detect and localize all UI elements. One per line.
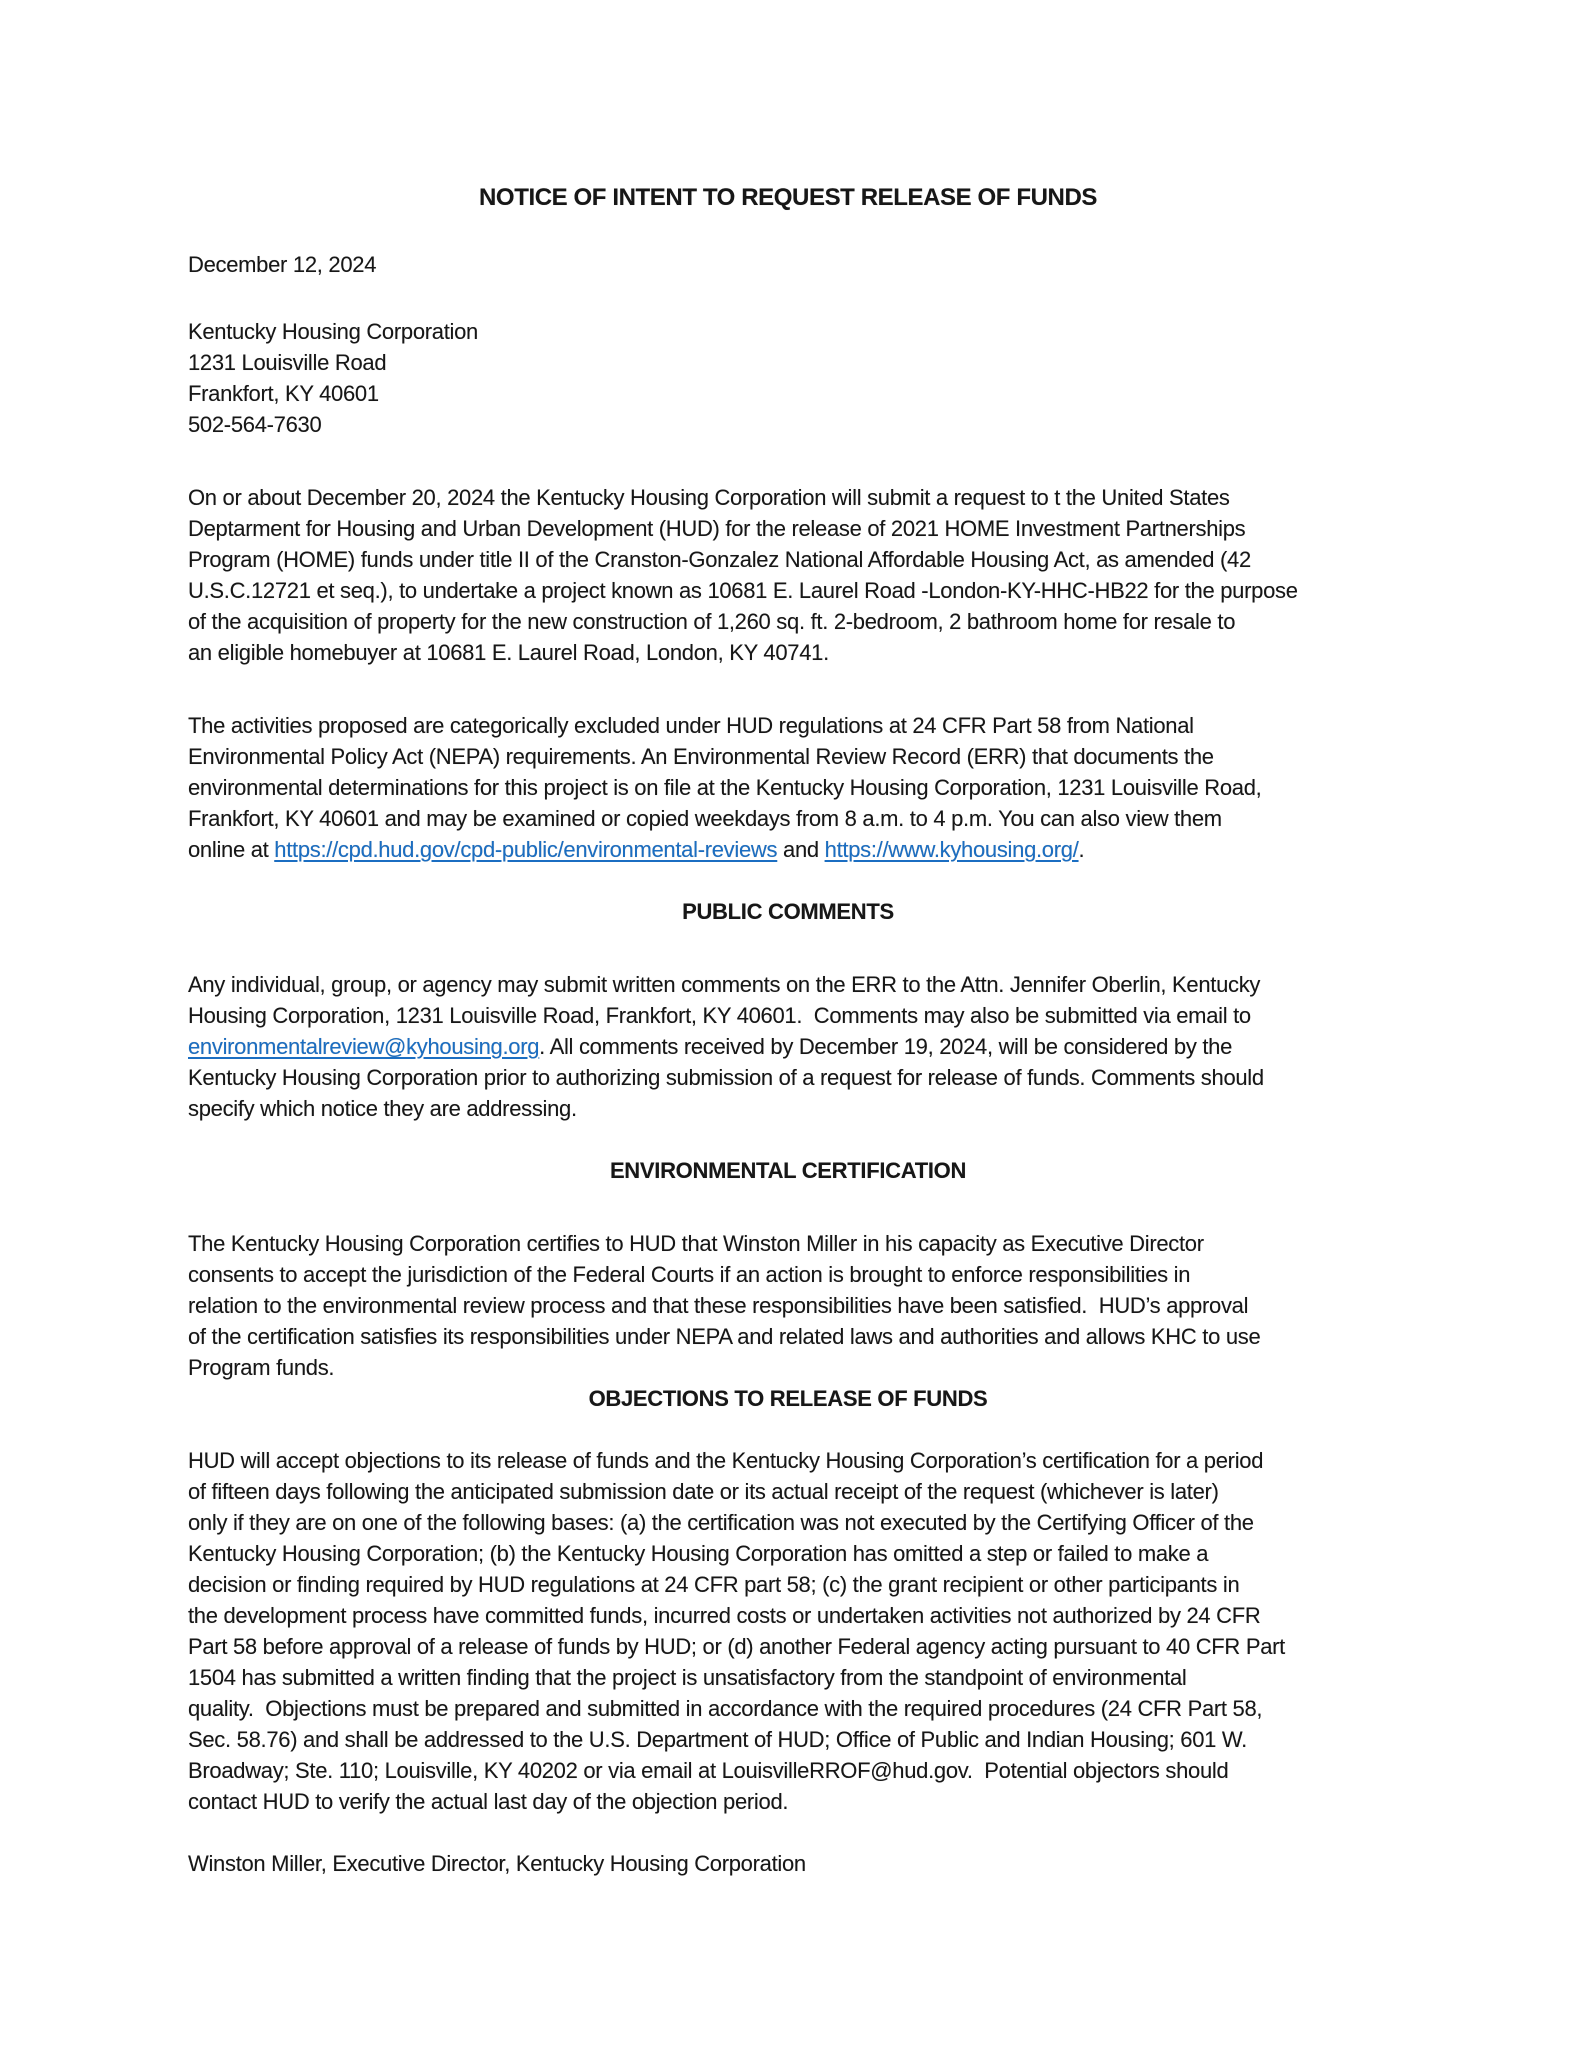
- text-line: of the certification satisfies its responsibilities under NEPA and related laws and authorities and allows KHC to use: [188, 1324, 1261, 1349]
- text-segment: and: [777, 837, 825, 862]
- activities-paragraph: [188, 710, 1388, 865]
- text-line: environmental determinations for this project is on file at the Kentucky Housing Corporation, 1231 Louisville Road,: [188, 775, 1262, 800]
- kyhousing-website-link[interactable]: https://www.kyhousing.org/: [824, 837, 1079, 862]
- text-line: Deptarment for Housing and Urban Development (HUD) for the release of 2021 HOME Investment Partnerships: [188, 516, 1246, 541]
- text-line: Kentucky Housing Corporation; (b) the Kentucky Housing Corporation has omitted a step or failed to make a: [188, 1541, 1209, 1566]
- section-heading-environmental-certification: ENVIRONMENTAL CERTIFICATION: [609, 1158, 967, 1183]
- text-line: The activities proposed are categorically excluded under HUD regulations at 24 CFR Part 58 from National: [188, 713, 1194, 738]
- text-line: Program (HOME) funds under title II of the Cranston-Gonzalez National Affordable Housing Act, as amended (42: [188, 547, 1251, 572]
- text-line: contact HUD to verify the actual last day of the objection period.: [188, 1789, 789, 1814]
- environmental-review-email-link[interactable]: environmentalreview@kyhousing.org: [188, 1034, 540, 1059]
- text-segment: online at: [188, 837, 275, 862]
- sender-phone: 502-564-7630: [188, 412, 322, 437]
- text-line: specify which notice they are addressing.: [188, 1096, 577, 1121]
- text-line: Broadway; Ste. 110; Louisville, KY 40202 or via email at LouisvilleRROF@hud.gov. Potential objectors should: [188, 1758, 1229, 1783]
- text-line: Program funds.: [188, 1355, 335, 1380]
- text-line: The Kentucky Housing Corporation certifies to HUD that Winston Miller in his capacity as Executive Director: [188, 1231, 1204, 1256]
- text-line: Kentucky Housing Corporation prior to authorizing submission of a request for release of funds. Comments should: [188, 1065, 1264, 1090]
- text-line: of fifteen days following the anticipated submission date or its actual receipt of the request (whichever is later): [188, 1479, 1219, 1504]
- cpd-environmental-reviews-link[interactable]: https://cpd.hud.gov/cpd-public/environmental-reviews: [274, 837, 778, 862]
- text-line: Part 58 before approval of a release of funds by HUD; or (d) another Federal agency acting pursuant to 40 CFR Part: [188, 1634, 1285, 1659]
- text-line: Any individual, group, or agency may submit written comments on the ERR to the Attn. Jennifer Oberlin, Kentucky: [188, 972, 1261, 997]
- text-line: consents to accept the jurisdiction of the Federal Courts if an action is brought to enforce responsibilities in: [188, 1262, 1191, 1287]
- signature-line: Winston Miller, Executive Director, Kentucky Housing Corporation: [188, 1851, 806, 1876]
- objections-paragraph: [188, 1445, 1388, 1817]
- text-line: [188, 1031, 1388, 1062]
- sender-address-block: [188, 316, 1388, 440]
- intro-paragraph: [188, 482, 1388, 668]
- text-line: On or about December 20, 2024 the Kentucky Housing Corporation will submit a request to t the United States: [188, 485, 1230, 510]
- sender-street: 1231 Louisville Road: [188, 350, 387, 375]
- text-line: of the acquisition of property for the new construction of 1,260 sq. ft. 2-bedroom, 2 bathroom home for resale to: [188, 609, 1236, 634]
- text-line: the development process have committed funds, incurred costs or undertaken activities not authorized by 24 CFR: [188, 1603, 1261, 1628]
- text-line: an eligible homebuyer at 10681 E. Laurel Road, London, KY 40741.: [188, 640, 829, 665]
- date-line: December 12, 2024: [188, 252, 377, 277]
- section-heading-public-comments: PUBLIC COMMENTS: [682, 899, 894, 924]
- page-title: NOTICE OF INTENT TO REQUEST RELEASE OF FUNDS: [479, 184, 1097, 211]
- text-line: HUD will accept objections to its release of funds and the Kentucky Housing Corporation’s certification for a period: [188, 1448, 1264, 1473]
- text-line: 1504 has submitted a written finding that the project is unsatisfactory from the standpoint of environmental: [188, 1665, 1187, 1690]
- text-line: decision or finding required by HUD regulations at 24 CFR part 58; (c) the grant recipient or other participants in: [188, 1572, 1240, 1597]
- text-segment: . All comments received by December 19, 2024, will be considered by the: [539, 1034, 1233, 1059]
- text-line: Environmental Policy Act (NEPA) requirements. An Environmental Review Record (ERR) that documents the: [188, 744, 1214, 769]
- text-line: quality. Objections must be prepared and submitted in accordance with the required procedures (24 CFR Part 58,: [188, 1696, 1263, 1721]
- text-line: relation to the environmental review process and that these responsibilities have been satisfied. HUD’s approval: [188, 1293, 1249, 1318]
- certification-paragraph: [188, 1228, 1388, 1383]
- text-line: U.S.C.12721 et seq.), to undertake a project known as 10681 E. Laurel Road -London-KY-HHC-HB22 for the purpose: [188, 578, 1298, 603]
- text-line: Frankfort, KY 40601 and may be examined or copied weekdays from 8 a.m. to 4 p.m. You can also view them: [188, 806, 1222, 831]
- sender-org: Kentucky Housing Corporation: [188, 319, 478, 344]
- text-line: [188, 834, 1388, 865]
- text-segment: .: [1078, 837, 1085, 862]
- text-line: Sec. 58.76) and shall be addressed to the U.S. Department of HUD; Office of Public and Indian Housing; 601 W.: [188, 1727, 1247, 1752]
- text-line: Housing Corporation, 1231 Louisville Road, Frankfort, KY 40601. Comments may also be submitted via email to: [188, 1003, 1251, 1028]
- public-comments-paragraph: [188, 969, 1388, 1124]
- text-line: only if they are on one of the following bases: (a) the certification was not executed by the Certifying Officer of the: [188, 1510, 1254, 1535]
- section-heading-objections: OBJECTIONS TO RELEASE OF FUNDS: [588, 1386, 988, 1411]
- sender-city: Frankfort, KY 40601: [188, 381, 379, 406]
